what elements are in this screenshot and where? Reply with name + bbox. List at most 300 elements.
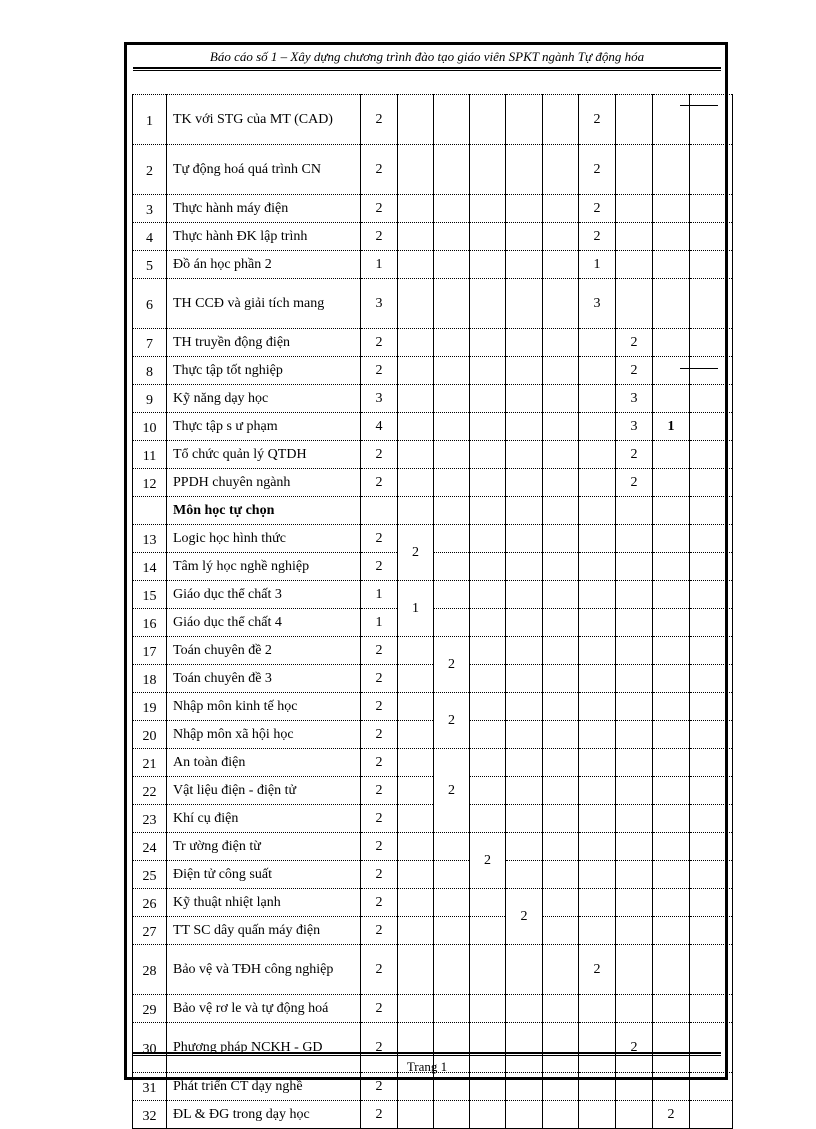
semester-cell <box>616 693 653 721</box>
section-row <box>133 497 733 525</box>
semester-cell <box>506 609 543 637</box>
semester-cell <box>470 279 506 329</box>
table-row <box>133 917 733 945</box>
semester-cell <box>506 581 543 609</box>
semester-cell <box>470 609 506 637</box>
semester-cell <box>543 721 579 749</box>
semester-cell <box>690 1101 733 1129</box>
semester-cell: 2 <box>434 637 470 693</box>
row-number: 19 <box>133 693 167 721</box>
semester-cell <box>653 945 690 995</box>
semester-cell <box>506 279 543 329</box>
semester-cell <box>653 469 690 497</box>
semester-cell <box>690 95 733 145</box>
semester-cell <box>653 805 690 833</box>
semester-cell <box>653 553 690 581</box>
table-row <box>133 721 733 749</box>
semester-cell <box>506 553 543 581</box>
credits: 2 <box>361 693 398 721</box>
semester-cell <box>653 223 690 251</box>
semester-cell <box>506 357 543 385</box>
semester-cell <box>434 945 470 995</box>
credits: 2 <box>361 833 398 861</box>
semester-cell <box>653 889 690 917</box>
credits: 1 <box>361 581 398 609</box>
semester-cell: 2 <box>616 357 653 385</box>
row-number: 3 <box>133 195 167 223</box>
semester-cell <box>506 251 543 279</box>
row-number: 23 <box>133 805 167 833</box>
row-number: 6 <box>133 279 167 329</box>
semester-cell <box>543 861 579 889</box>
semester-cell <box>690 279 733 329</box>
semester-cell <box>579 721 616 749</box>
semester-cell <box>470 251 506 279</box>
semester-cell <box>690 195 733 223</box>
semester-cell <box>506 749 543 777</box>
semester-cell <box>579 777 616 805</box>
semester-cell <box>506 525 543 553</box>
semester-cell <box>653 497 690 525</box>
row-number: 9 <box>133 385 167 413</box>
semester-cell <box>579 805 616 833</box>
semester-cell <box>398 441 434 469</box>
semester-cell <box>470 497 506 525</box>
corner-mark <box>680 105 718 106</box>
table-row <box>133 693 733 721</box>
course-name: PPDH chuyên ngành <box>167 469 361 497</box>
course-name: Bảo vệ rơ le và tự động hoá <box>167 995 361 1023</box>
semester-cell <box>690 329 733 357</box>
semester-cell <box>616 917 653 945</box>
semester-cell <box>434 497 470 525</box>
semester-cell <box>653 357 690 385</box>
semester-cell <box>543 195 579 223</box>
semester-cell <box>434 553 470 581</box>
semester-cell <box>653 145 690 195</box>
semester-cell <box>506 195 543 223</box>
semester-cell <box>398 497 434 525</box>
credits: 2 <box>361 995 398 1023</box>
row-number: 4 <box>133 223 167 251</box>
semester-cell <box>506 497 543 525</box>
semester-cell <box>398 385 434 413</box>
course-name: Thực tập tốt nghiệp <box>167 357 361 385</box>
semester-cell <box>398 95 434 145</box>
credits: 2 <box>361 195 398 223</box>
semester-cell <box>616 497 653 525</box>
course-name: Giáo dục thể chất 3 <box>167 581 361 609</box>
semester-cell <box>506 329 543 357</box>
semester-cell <box>398 693 434 721</box>
table-row <box>133 441 733 469</box>
semester-cell: 2 <box>653 1101 690 1129</box>
semester-cell <box>616 279 653 329</box>
footer-rule <box>133 1052 721 1054</box>
semester-cell <box>579 1101 616 1129</box>
semester-cell <box>579 413 616 441</box>
semester-cell <box>653 279 690 329</box>
semester-cell <box>506 469 543 497</box>
semester-cell <box>579 609 616 637</box>
course-name: Kỹ năng dạy học <box>167 385 361 413</box>
semester-cell <box>690 441 733 469</box>
semester-cell <box>579 329 616 357</box>
course-name: Thực tập s ư phạm <box>167 413 361 441</box>
semester-cell <box>579 469 616 497</box>
semester-cell <box>543 251 579 279</box>
credits: 2 <box>361 223 398 251</box>
row-number: 14 <box>133 553 167 581</box>
semester-cell <box>616 665 653 693</box>
table-row <box>133 833 733 861</box>
table-row <box>133 777 733 805</box>
semester-cell: 2 <box>616 329 653 357</box>
course-name: Giáo dục thể chất 4 <box>167 609 361 637</box>
semester-cell <box>470 95 506 145</box>
row-number: 12 <box>133 469 167 497</box>
semester-cell <box>398 995 434 1023</box>
semester-cell: 2 <box>579 145 616 195</box>
course-name: TH truyền động điện <box>167 329 361 357</box>
semester-cell <box>398 145 434 195</box>
semester-cell <box>653 833 690 861</box>
credits: 2 <box>361 1101 398 1129</box>
semester-cell <box>616 95 653 145</box>
semester-cell <box>653 637 690 665</box>
row-number: 2 <box>133 145 167 195</box>
header-rule <box>133 67 721 69</box>
course-name: Vật liệu điện - điện tử <box>167 777 361 805</box>
semester-cell <box>470 441 506 469</box>
semester-cell <box>579 861 616 889</box>
semester-cell <box>470 693 506 721</box>
course-name: ĐL & ĐG trong dạy học <box>167 1101 361 1129</box>
semester-cell <box>616 195 653 223</box>
credits: 2 <box>361 721 398 749</box>
semester-cell <box>653 693 690 721</box>
semester-cell <box>543 441 579 469</box>
semester-cell <box>616 721 653 749</box>
semester-cell <box>543 749 579 777</box>
row-number: 24 <box>133 833 167 861</box>
row-number: 11 <box>133 441 167 469</box>
semester-cell: 3 <box>616 385 653 413</box>
semester-cell <box>653 525 690 553</box>
page-header: Báo cáo số 1 – Xây dựng chương trình đào tạo giáo viên SPKT ngành Tự động hóa <box>209 49 645 64</box>
semester-cell <box>653 195 690 223</box>
semester-cell <box>543 223 579 251</box>
semester-cell <box>398 1101 434 1129</box>
table-row <box>133 889 733 917</box>
semester-cell <box>616 145 653 195</box>
semester-cell <box>506 861 543 889</box>
course-name: Đồ án học phần 2 <box>167 251 361 279</box>
semester-cell <box>579 917 616 945</box>
course-name: Tự động hoá quá trình CN <box>167 145 361 195</box>
semester-cell <box>434 917 470 945</box>
semester-cell <box>506 995 543 1023</box>
semester-cell <box>690 693 733 721</box>
course-name: TK với STG của MT (CAD) <box>167 95 361 145</box>
course-name: Logic học hình thức <box>167 525 361 553</box>
semester-cell <box>506 1101 543 1129</box>
semester-cell <box>690 721 733 749</box>
credits: 4 <box>361 413 398 441</box>
semester-cell <box>543 1101 579 1129</box>
semester-cell <box>506 223 543 251</box>
credits: 3 <box>361 279 398 329</box>
row-number: 1 <box>133 95 167 145</box>
semester-cell <box>506 95 543 145</box>
semester-cell <box>543 609 579 637</box>
semester-cell <box>690 749 733 777</box>
semester-cell <box>616 637 653 665</box>
semester-cell <box>653 861 690 889</box>
semester-cell <box>579 637 616 665</box>
semester-cell <box>470 413 506 441</box>
semester-cell <box>579 665 616 693</box>
table-row <box>133 251 733 279</box>
semester-cell <box>398 251 434 279</box>
credits: 2 <box>361 1023 398 1073</box>
semester-cell <box>579 693 616 721</box>
semester-cell <box>398 721 434 749</box>
semester-cell <box>434 95 470 145</box>
table-row <box>133 665 733 693</box>
semester-cell <box>579 441 616 469</box>
semester-cell <box>506 693 543 721</box>
semester-cell <box>470 637 506 665</box>
semester-cell <box>506 385 543 413</box>
semester-cell <box>690 833 733 861</box>
semester-cell <box>690 861 733 889</box>
semester-cell <box>434 525 470 553</box>
credits: 1 <box>361 609 398 637</box>
semester-cell <box>616 1101 653 1129</box>
credits: 2 <box>361 1073 398 1101</box>
semester-cell <box>579 995 616 1023</box>
row-number: 10 <box>133 413 167 441</box>
row-number: 31 <box>133 1073 167 1101</box>
semester-cell <box>579 833 616 861</box>
semester-cell <box>434 223 470 251</box>
semester-cell <box>398 223 434 251</box>
row-number: 16 <box>133 609 167 637</box>
course-name: Phương pháp NCKH - GD <box>167 1023 361 1073</box>
semester-cell <box>690 385 733 413</box>
credits: 2 <box>361 889 398 917</box>
semester-cell: 2 <box>579 95 616 145</box>
semester-cell <box>579 749 616 777</box>
semester-cell <box>543 581 579 609</box>
semester-cell <box>616 581 653 609</box>
credits <box>361 497 398 525</box>
semester-cell <box>398 749 434 777</box>
semester-cell <box>690 609 733 637</box>
semester-cell: 2 <box>616 441 653 469</box>
row-number: 5 <box>133 251 167 279</box>
semester-cell <box>434 385 470 413</box>
semester-cell <box>690 145 733 195</box>
table-row <box>133 279 733 329</box>
corner-mark <box>680 368 718 369</box>
semester-cell <box>470 385 506 413</box>
semester-cell <box>543 889 579 917</box>
semester-cell <box>690 497 733 525</box>
row-number: 26 <box>133 889 167 917</box>
semester-cell <box>690 223 733 251</box>
semester-cell <box>543 995 579 1023</box>
semester-cell: 2 <box>434 693 470 749</box>
semester-cell <box>653 385 690 413</box>
row-number: 25 <box>133 861 167 889</box>
header-rule-thin <box>133 70 721 71</box>
semester-cell <box>690 995 733 1023</box>
semester-cell <box>506 833 543 861</box>
semester-cell <box>543 693 579 721</box>
table-row <box>133 805 733 833</box>
credits: 2 <box>361 441 398 469</box>
row-number: 30 <box>133 1023 167 1073</box>
course-name: An toàn điện <box>167 749 361 777</box>
semester-cell: 1 <box>579 251 616 279</box>
semester-cell <box>398 413 434 441</box>
semester-cell <box>653 581 690 609</box>
course-name: Thực hành máy điện <box>167 195 361 223</box>
semester-cell <box>398 833 434 861</box>
semester-cell <box>470 581 506 609</box>
semester-cell <box>543 95 579 145</box>
semester-cell <box>398 329 434 357</box>
semester-cell <box>690 357 733 385</box>
course-name: Môn học tự chọn <box>167 497 361 525</box>
semester-cell <box>434 441 470 469</box>
semester-cell <box>543 525 579 553</box>
credits: 1 <box>361 251 398 279</box>
table-row <box>133 749 733 777</box>
semester-cell <box>470 329 506 357</box>
semester-cell <box>398 805 434 833</box>
row-number: 28 <box>133 945 167 995</box>
course-name: TH CCĐ và giải tích mang <box>167 279 361 329</box>
semester-cell <box>616 861 653 889</box>
semester-cell <box>470 223 506 251</box>
semester-cell: 1 <box>398 581 434 637</box>
course-name: Tr ường điện từ <box>167 833 361 861</box>
semester-cell <box>690 777 733 805</box>
credits: 2 <box>361 805 398 833</box>
semester-cell <box>543 805 579 833</box>
semester-cell <box>470 469 506 497</box>
semester-cell: 2 <box>616 469 653 497</box>
semester-cell <box>398 665 434 693</box>
credits: 2 <box>361 95 398 145</box>
semester-cell <box>398 945 434 995</box>
semester-cell <box>506 665 543 693</box>
semester-cell <box>653 777 690 805</box>
semester-cell <box>434 833 470 861</box>
course-name: Nhập môn xã hội học <box>167 721 361 749</box>
row-number: 20 <box>133 721 167 749</box>
semester-cell <box>690 469 733 497</box>
semester-cell <box>616 777 653 805</box>
semester-cell: 2 <box>579 195 616 223</box>
credits: 2 <box>361 749 398 777</box>
table-row <box>133 95 733 145</box>
semester-cell <box>579 525 616 553</box>
row-number: 13 <box>133 525 167 553</box>
semester-cell <box>506 413 543 441</box>
semester-cell <box>690 251 733 279</box>
table-row <box>133 945 733 995</box>
semester-cell <box>690 637 733 665</box>
row-number: 15 <box>133 581 167 609</box>
table-row <box>133 385 733 413</box>
semester-cell <box>398 279 434 329</box>
table-row <box>133 413 733 441</box>
course-name: Kỹ thuật nhiệt lạnh <box>167 889 361 917</box>
table-row <box>133 329 733 357</box>
semester-cell <box>506 721 543 749</box>
semester-cell <box>616 223 653 251</box>
semester-cell <box>434 195 470 223</box>
semester-cell <box>470 357 506 385</box>
footer-rule-thin <box>133 1055 721 1056</box>
table-row <box>133 357 733 385</box>
semester-cell: 3 <box>579 279 616 329</box>
semester-cell <box>470 889 506 917</box>
semester-cell <box>470 945 506 995</box>
semester-cell <box>434 279 470 329</box>
semester-cell <box>470 917 506 945</box>
semester-cell <box>653 917 690 945</box>
semester-cell <box>470 145 506 195</box>
row-number: 27 <box>133 917 167 945</box>
semester-cell <box>470 805 506 833</box>
semester-cell <box>653 749 690 777</box>
semester-cell <box>543 357 579 385</box>
semester-cell <box>506 441 543 469</box>
semester-cell <box>653 609 690 637</box>
semester-cell <box>653 665 690 693</box>
semester-cell <box>543 665 579 693</box>
semester-cell <box>616 833 653 861</box>
credits: 2 <box>361 357 398 385</box>
row-number: 18 <box>133 665 167 693</box>
page-footer: Trang 1 <box>406 1059 448 1074</box>
row-number: 17 <box>133 637 167 665</box>
semester-cell <box>470 553 506 581</box>
semester-cell <box>653 95 690 145</box>
table-row <box>133 145 733 195</box>
semester-cell <box>543 329 579 357</box>
semester-cell <box>398 861 434 889</box>
credits: 2 <box>361 637 398 665</box>
semester-cell <box>543 637 579 665</box>
semester-cell <box>506 145 543 195</box>
table-row <box>133 995 733 1023</box>
semester-cell <box>470 525 506 553</box>
semester-cell <box>543 385 579 413</box>
semester-cell <box>690 581 733 609</box>
credits: 2 <box>361 329 398 357</box>
semester-cell <box>616 525 653 553</box>
credits: 2 <box>361 145 398 195</box>
row-number: 29 <box>133 995 167 1023</box>
semester-cell <box>506 805 543 833</box>
table-row <box>133 469 733 497</box>
